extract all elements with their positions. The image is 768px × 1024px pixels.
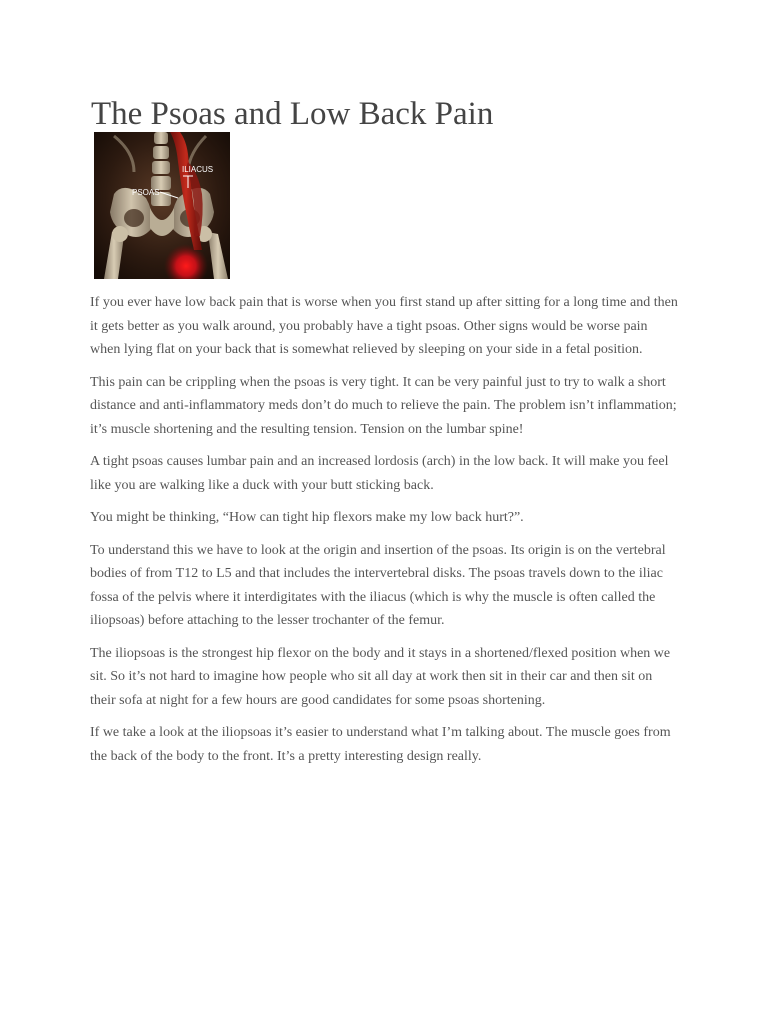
paragraph: If you ever have low back pain that is worse when you first stand up after sitting for a long time and then it gets better as you walk around, you probably have a tight psoas. Other signs would be worse pain when lying flat on your back that is somewhat relieved by sleeping on your side in a fetal position.: [90, 295, 678, 357]
iliacus-label: ILIACUS: [182, 165, 214, 174]
psoas-anatomy-image: [94, 132, 230, 279]
anatomy-illustration: [94, 132, 230, 279]
document-title: The Psoas and Low Back Pain: [91, 96, 494, 132]
paragraph: To understand this we have to look at the origin and insertion of the psoas. Its origin is on the vertebral bodies of from T12 to L5 and that includes the intervertebral disks. The psoas travels down to the iliac fossa of the pelvis where it interdigitates with the iliacus (which is why the muscle is often called the iliopsoas) before attaching to the lesser trochanter of the femur.: [90, 542, 666, 628]
paragraph: The iliopsoas is the strongest hip flexor on the body and it stays in a shortened/flexed position when we sit. So it’s not hard to imagine how people who sit all day at work then sit in their car and then sit on their sofa at night for a few hours are good candidates for some psoas shortening.: [90, 645, 671, 708]
psoas-label: PSOAS: [132, 188, 160, 197]
paragraph: This pain can be crippling when the psoas is very tight. It can be very painful just to try to walk a short distance and anti-inflammatory meds don’t do much to relieve the pain. The problem isn’t inflammation; it’s muscle shortening and the resulting tension. Tension on the lumbar spine!: [90, 374, 677, 437]
article-body: [90, 291, 680, 777]
paragraph: A tight psoas causes lumbar pain and an increased lordosis (arch) in the low back. It will make you feel like you are walking like a duck with your butt sticking back.: [90, 454, 669, 493]
paragraph: If we take a look at the iliopsoas it’s easier to understand what I’m talking about. The muscle goes from the back of the body to the front. It’s a pretty interesting design really.: [90, 725, 671, 764]
paragraph: You might be thinking, “How can tight hip flexors make my low back hurt?”.: [90, 510, 524, 525]
